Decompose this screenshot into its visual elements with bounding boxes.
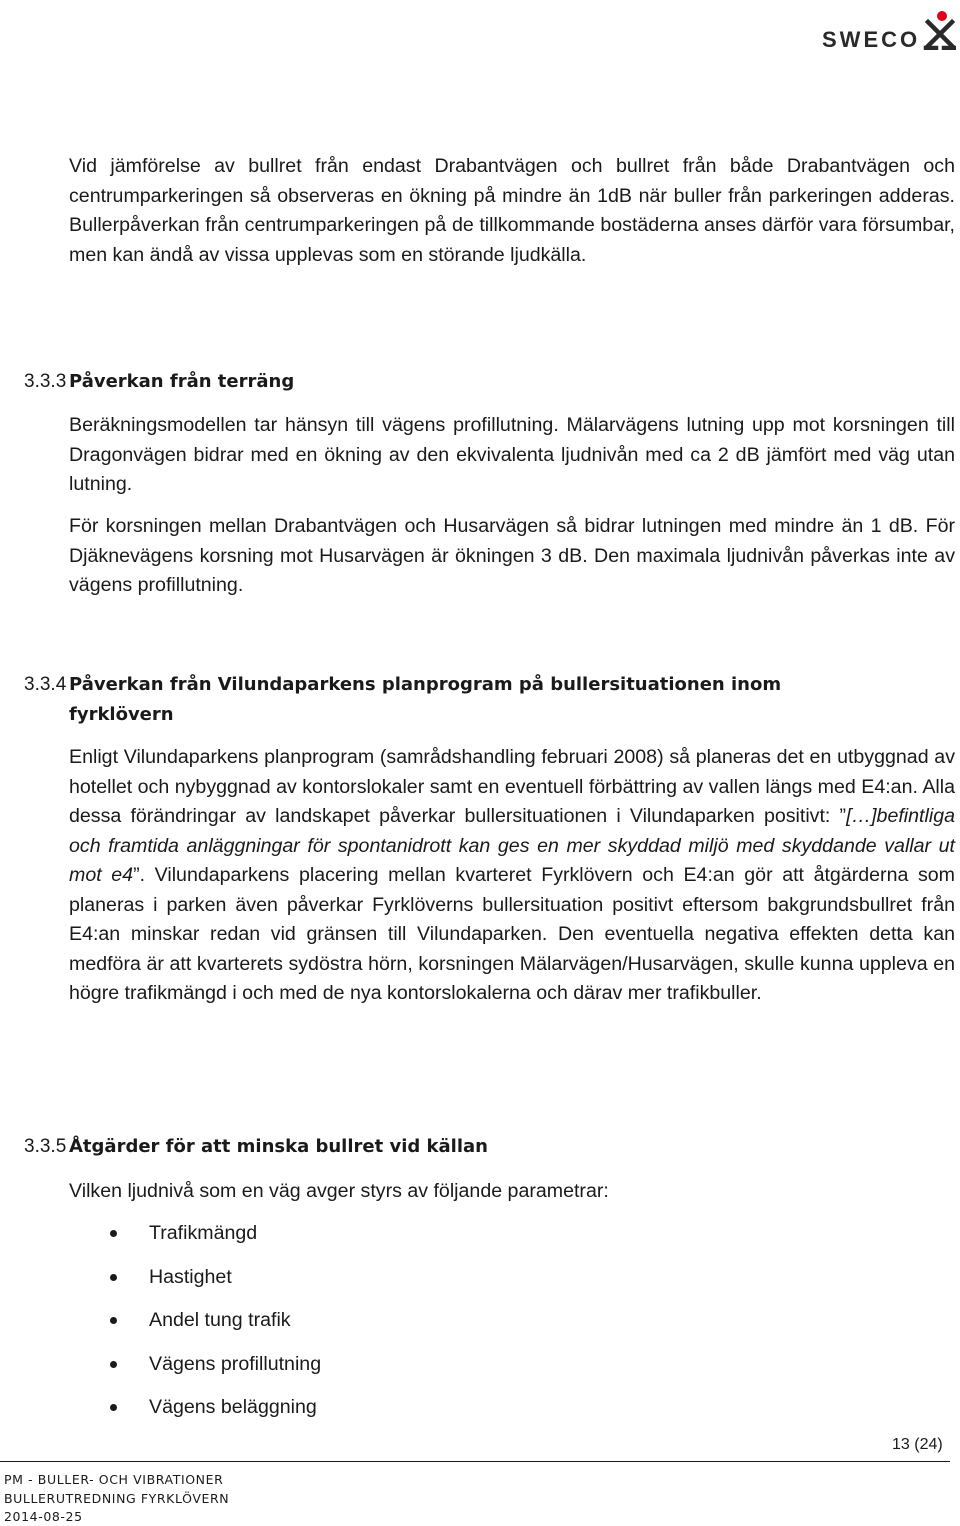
bullet-icon [110,1361,117,1368]
paragraph-text-start: Enligt Vilundaparkens planprogram (samrådshandling februari 2008) så planeras det en utbyggnad av hotellet och nybyggnad av kontorslokaler samt en eventuell förbättring av vallen längs med E4:an. Alla dessa förändringar av landskapet påverkar bullersituationen i Vilundaparken positivt: ” [69,746,955,827]
list-item [108,1349,321,1393]
paragraph-parking-noise: Vid jämförelse av bullret från endast Drabantvägen och bullret från både Drabantvägen och centrumparkeringen så observeras en ökning på mindre än 1dB när buller från parkeringen adderas. Bullerpåverkan från centrumparkeringen på de tillkommande bostäderna anses därför vara försumbar, men kan ändå av vissa upplevas som en störande ljudkälla. [69,155,955,266]
list-item-label: Vägens beläggning [149,1396,317,1418]
bullet-icon [110,1404,117,1411]
logo-text: SWECO [822,27,921,52]
section-title: Påverkan från terräng [69,371,295,392]
list-item-label: Hastighet [149,1265,232,1288]
list-item [108,1392,321,1436]
section-heading-3-3-3 [24,367,294,397]
footer-divider [0,1461,950,1462]
paragraph-parameters-intro: Vilken ljudnivå som en väg avger styrs av följande parametrar: [69,1180,609,1202]
bullet-icon [110,1317,117,1324]
list-item [108,1305,321,1349]
list-item [108,1218,321,1262]
section-title: Påverkan från Vilundaparkens planprogram på bullersituationen inom [69,674,782,695]
list-item-label: Andel tung trafik [149,1309,291,1331]
section-number: 3.3.5 [24,1136,67,1157]
footer-date: 2014-08-25 [4,1509,83,1524]
bullet-icon [110,1274,117,1281]
sweco-logo [822,8,960,56]
section-number: 3.3.3 [24,371,67,392]
paragraph-slope-model: Beräkningsmodellen tar hänsyn till vägens profillutning. Mälarvägens lutning upp mot korsningen till Dragonvägen bidrar med en ökning av den ekvivalenta ljudnivån med ca 2 dB jämfört med väg utan lutning. [69,414,955,495]
footer-document-type: PM - BULLER- OCH VIBRATIONER [4,1472,224,1487]
planprogram-quote: […]befintliga och framtida anläggningar för spontanidrott kan ges en mer skyddad miljö med skyddande vallar ut mot e4 [69,805,955,886]
list-item [108,1262,321,1306]
paragraph-vilundaparken [69,743,955,1009]
footer-document-title: BULLERUTREDNING FYRKLÖVERN [4,1491,230,1506]
section-title-continuation: fyrklövern [69,703,174,725]
page-number: 13 (24) [892,1436,943,1453]
section-heading-3-3-5 [24,1132,488,1162]
sweco-figure-icon [922,10,956,50]
section-title: Åtgärder för att minska bullret vid källan [69,1136,488,1157]
bullet-icon [110,1230,117,1237]
paragraph-text-end: ”. Vilundaparkens placering mellan kvarteret Fyrklövern och E4:an gör att åtgärderna som planeras i parken även påverkar Fyrklöverns bullersituation positivt eftersom bakgrundsbullret från E4:an minskar redan vid gränsen till Vilundaparken. Den eventuella negativa effekten detta kan medföra är att kvarterets sydöstra hörn, korsningen Mälarvägen/Husarvägen, skulle kunna uppleva en högre trafikmängd i och med de nya kontorslokalerna och därav mer trafikbuller. [69,864,955,1004]
list-item-label: Trafikmängd [149,1222,258,1244]
paragraph-slope-intersections: För korsningen mellan Drabantvägen och Husarvägen så bidrar lutningen med mindre än 1 dB. För Djäknevägens korsning mot Husarvägen är ökningen 3 dB. Den maximala ljudnivån påverkas inte av vägens profillutning. [69,515,955,596]
parameter-list [108,1218,321,1436]
section-heading-3-3-4 [24,670,781,729]
list-item-label: Vägens profillutning [149,1352,322,1375]
section-number: 3.3.4 [24,674,67,695]
